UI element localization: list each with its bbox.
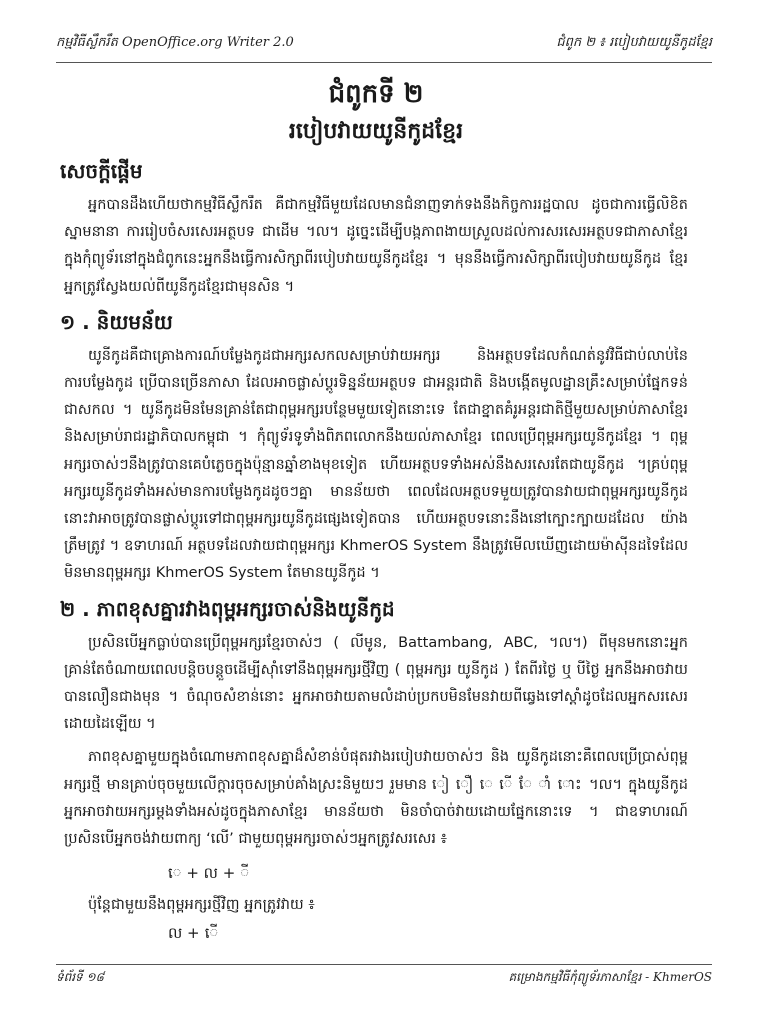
section-title-differences: ២ . ភាពខុសគ្នារវាងពុម្ពអក្សរចាស់និងយូនីកូដ <box>60 596 395 621</box>
formula-new-typing: ល + ើ <box>168 924 219 943</box>
footer-project-name: គម្រោងកម្មវិធីកុំព្យូទ័រភាសាខ្មែរ - KhmerOS <box>508 970 712 984</box>
page-footer <box>56 967 712 991</box>
section-title-intro: សេចក្តីផ្តើម <box>60 159 143 183</box>
header-book-title: កម្មវិធីស្លឹករឹត OpenOffice.org Writer 2.0 <box>56 35 294 50</box>
differences-paragraph-3: ប៉ុន្តែជាមួយនឹងពុម្ពអក្សរថ្មីវិញ អ្នកត្រូវវាយ ៖ <box>88 897 315 914</box>
definition-paragraph: យូនីកូដគឺជាគ្រោងការណ៍បម្លែងកូដជាអក្សរសកលសម្រាប់វាយអក្សរ និងអត្ថបទដែលកំណត់នូវវិធីជាប់លាប់នៃការបម្លែងកូដ ប្រើបានច្រើនភាសា ដែលអាចផ្លាស់ប្តូរទិន្នន័យអត្ថបទ ជាអន្តរជាតិ និងបង្កើតមូលដ្ឋានគ្រឹះសម្រាប់ផ្នែកទន់ជាសកល ។ យូនីកូដមិនមែនគ្រាន់តែជាពុម្ពអក្សរបន្ថែមមួយទៀតនោះទេ តែជាខ្នាតគំរូអន្តរជាតិថ្មីមួយសម្រាប់ភាសាខ្មែរ និងសម្រាប់រាជរដ្ឋាភិបាលកម្ពុជា ។ កុំព្យូទ័រទូទាំងពិភពលោកនឹងយល់ភាសាខ្មែរ ពេលប្រើពុម្ពអក្សរយូនីកូដខ្មែរ ។ ពុម្ពអក្សរចាស់ៗនឹងត្រូវបានគេបំភ្លេចក្នុងប៉ុន្មានឆ្នាំខាងមុខទៀត ហើយអត្ថបទទាំងអស់នឹងសរសេរតែជាយូនីកូដ ។គ្រប់ពុម្ពអក្សរយូនីកូដទាំងអស់មានការបម្លែងកូដដូចៗគ្នា មានន័យថា ពេលដែលអត្ថបទមួយត្រូវបានវាយជាពុម្ពអក្សរយូនីកូដ នោះវាអាចត្រូវបានផ្លាស់ប្តូរទៅជាពុម្ពអក្សរយូនីកូដផ្សេងទៀតបាន ហើយអត្ថបទនោះនឹងនៅក្បោះក្បាយដដែល យ៉ាងត្រឹមត្រូវ ។ ឧទាហរណ៍ អត្ថបទដែលវាយជាពុម្ពអក្សរ KhmerOS System នឹងត្រូវមើលឃើញដោយម៉ាស៊ីនដទៃដែលមិនមានពុម្ពអក្សរ KhmerOS System តែមានយូនីកូដ ។ <box>64 347 688 582</box>
footer-rule <box>56 964 712 965</box>
header-rule <box>56 62 712 63</box>
differences-paragraph-1: ប្រសិនបើអ្នកធ្លាប់បានប្រើពុម្ពអក្សរខ្មែរចាស់ៗ ( លីមូន, Battambang, ABC, ។ល។) ពីមុនមកនោះអ្នកគ្រាន់តែចំណាយពេលបន្តិចបន្តួចដើម្បីស៊ាំទៅនឹងពុម្ពអក្សរថ្មីវិញ ( ពុម្ពអក្សរ យូនីកូដ ) តែពីរថ្ងៃ ឬ បីថ្ងៃ អ្នកនឹងអាចវាយបានលឿនជាងមុន ។ ចំណុចសំខាន់នោះ អ្នកអាចវាយតាមលំដាប់ប្រកបមិនមែនវាយពីឆ្វេងទៅស្តាំដូចដែលអ្នកសរសេរដោយដៃឡើយ ។ <box>64 634 688 733</box>
footer-page-number: ទំព័រទី ១៨ <box>56 970 105 984</box>
intro-paragraph: អ្នកបានដឹងហើយថាកម្មវិធីស្លឹករឹត គឺជាកម្មវិធីមួយដែលមានជំនាញទាក់ទងនឹងកិច្ចការរដ្ឋបាល ដូចជាការធ្វើលិខិតស្នាមនានា ការរៀបចំសរសេរអត្ថបទ ជាដើម ។ល។ ដូច្នេះដើម្បីបង្កភាពងាយស្រួលដល់ការសរសេរអត្ថបទជាភាសាខ្មែរក្នុងកុំព្យូទ័រនៅក្នុងជំពូកនេះអ្នកនឹងធ្វើការសិក្សាពីរបៀបវាយយូនីកូដខ្មែរ ។ មុននឹងធ្វើការសិក្សាពីរបៀបវាយយូនីកូដ ខ្មែរ អ្នកត្រូវស្វែងយល់ពីយូនីកូដខ្មែរជាមុនសិន ។ <box>64 197 688 295</box>
formula-old-typing: េ + ល + ី <box>168 864 250 883</box>
page-content <box>60 76 688 951</box>
header-chapter-title: ជំពូក ២ ៖ របៀបវាយយូនីកូដខ្មែរ <box>556 35 712 50</box>
section-title-definition: ១ . និយមន័យ <box>60 309 173 334</box>
page-header <box>56 28 712 58</box>
chapter-title: របៀបវាយយូនីកូដខ្មែរ <box>288 119 464 144</box>
chapter-number: ជំពូកទី ២ <box>328 79 424 109</box>
differences-paragraph-2: ភាពខុសគ្នាមួយក្នុងចំណោមភាពខុសគ្នាដ៏សំខាន់បំផុតរវាងរបៀបវាយចាស់ៗ និង យូនីកូដនោះគឺពេលប្រើប្រាស់ពុម្ពអក្សរថ្មី មានគ្រាប់ចុចមួយលើក្តារចុចសម្រាប់គាំងស្រះនិមួយៗ រួមមាន ៀ ឿ េ ើ ែ ាំ ោះ ។ល។ ក្នុងយូនីកូដ អ្នកអាចវាយអក្សរម្តងទាំងអស់ដូចក្នុងភាសាខ្មែរ មានន័យថា មិនចាំបាច់វាយដោយផ្នែកនោះទេ ។ ជាឧទាហរណ៍ ប្រសិនបើអ្នកចង់វាយពាក្យ ‘លើ’ ជាមួយពុម្ពអក្សរចាស់ៗអ្នកត្រូវសរសេរ ៖ <box>64 749 688 848</box>
